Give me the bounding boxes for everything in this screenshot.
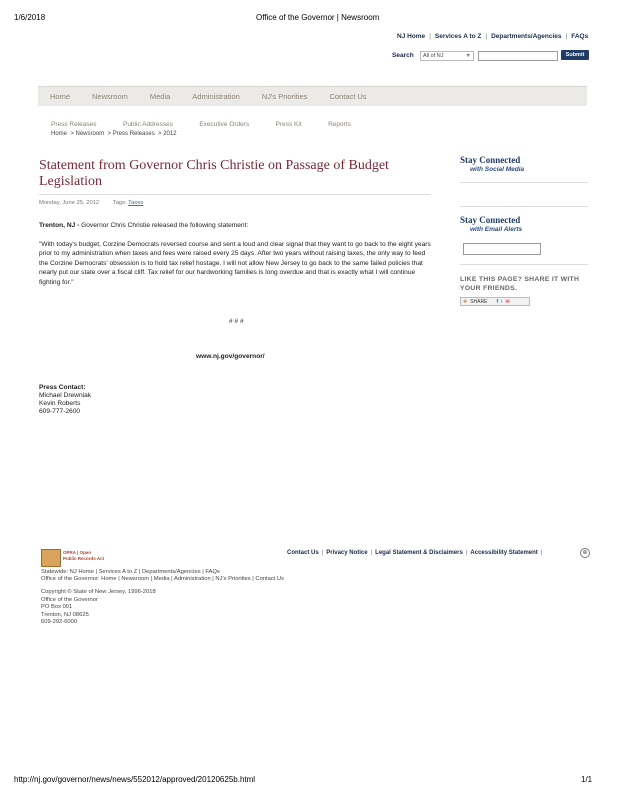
print-page-number: 1/1 <box>581 775 593 784</box>
nav-priorities[interactable]: NJ's Priorities <box>261 92 308 101</box>
search-label: Search <box>392 52 414 59</box>
address-line-3: Trenton, NJ 08625 <box>41 611 89 618</box>
subnav-executive-orders[interactable]: Executive Orders <box>199 121 250 128</box>
article-meta <box>39 200 143 206</box>
submit-button[interactable]: Submit <box>561 50 589 60</box>
email-alerts-link[interactable]: with Email Alerts <box>470 226 523 233</box>
sub-nav <box>51 113 373 131</box>
end-marks: # # # <box>229 318 244 325</box>
contact-phone: 609-777-2600 <box>39 408 81 415</box>
email-input[interactable] <box>463 243 541 255</box>
email-icon: ✉ <box>505 298 510 305</box>
press-contact <box>39 384 91 416</box>
nav-contact[interactable]: Contact Us <box>329 92 367 101</box>
contact-name-2: Kevin Roberts <box>39 400 81 407</box>
address-line-2: PO Box 001 <box>41 604 73 610</box>
intro-text: Governor Chris Christie released the following statement: <box>79 222 249 229</box>
title-divider <box>39 194 431 195</box>
sidebar-divider-1 <box>460 182 588 183</box>
stay-connected-social-title: Stay Connected <box>460 155 521 165</box>
nav-home[interactable]: Home <box>50 92 71 101</box>
footer-legal[interactable]: Legal Statement & Disclaimers <box>375 550 463 556</box>
top-link-nj-home[interactable]: NJ Home <box>397 33 426 40</box>
contact-name-1: Michael Drewniak <box>39 392 92 399</box>
address-phone: 609-292-6000 <box>41 619 78 625</box>
footer-statewide[interactable]: Statewide: NJ Home | Services A to Z | Departments/Agencies | FAQs <box>41 569 220 575</box>
nav-administration[interactable]: Administration <box>192 92 240 101</box>
subnav-public-addresses[interactable]: Public Addresses <box>122 121 173 128</box>
nav-media[interactable]: Media <box>149 92 171 101</box>
main-nav <box>38 86 587 106</box>
opra-badge-icon <box>41 549 61 567</box>
footer-office[interactable]: Office of the Governor: Home | Newsroom | Media | Administration | NJ's Priorities | Contact Us <box>41 576 285 582</box>
social-media-link[interactable]: with Social Media <box>470 166 525 173</box>
stay-connected-email-title: Stay Connected <box>460 215 521 225</box>
search-input[interactable] <box>478 51 558 61</box>
article-date: Monday, June 25, 2012 <box>39 200 100 206</box>
footer-contact-us[interactable]: Contact Us <box>287 550 319 556</box>
top-links: NJ Home | Services A to Z | Departments/Agencies | FAQs <box>397 33 589 40</box>
article-intro <box>39 221 434 230</box>
press-contact-label: Press Contact: <box>39 384 86 391</box>
dateline: Trenton, NJ - <box>39 222 80 229</box>
breadcrumb[interactable]: Home > Newsroom > Press Releases > 2012 <box>51 131 177 137</box>
tag-link[interactable]: Taxes <box>128 200 144 206</box>
sidebar-divider-2 <box>460 206 588 207</box>
subnav-press-releases[interactable]: Press Releases <box>51 121 97 128</box>
page-title: Statement from Governor Chris Christie on Passage of Budget Legislation <box>39 158 389 189</box>
twitter-icon: t <box>501 298 503 305</box>
print-title: Office of the Governor | Newsroom <box>256 13 380 22</box>
subnav-press-kit[interactable]: Press Kit <box>275 121 302 128</box>
article-quote: "With today's budget, Corzine Democrats reversed course and sent a loud and clear signal that they want to go back to the eight years prior to my administration when taxes and fees were raised every 25 days. After two years without raising taxes, the only way to feed the Corzine Democrats' obsession is to hold tax relief hostage. I will not allow New Jersey to go back to the same failed policies that nearly put our state over a fiscal cliff. Tax relief for our hardworking families is long overdue and that is exactly what I will continue fighting for." <box>39 241 431 286</box>
print-date: 1/6/2018 <box>14 13 46 22</box>
top-link-departments[interactable]: Departments/Agencies <box>491 33 562 40</box>
footer-address-block <box>41 589 156 627</box>
opra-line-2: Public Records Act <box>63 555 105 561</box>
facebook-icon: f <box>496 298 499 305</box>
footer-links: Contact Us | Privacy Notice | Legal Statement & Disclaimers | Accessibility Statement | <box>287 550 543 556</box>
print-url: http://nj.gov/governor/news/news/552012/approved/20120625b.html <box>14 775 256 784</box>
footer-accessibility[interactable]: Accessibility Statement <box>470 550 538 556</box>
chevron-down-icon: ▼ <box>465 53 471 59</box>
opra-line-1: OPRA | Open <box>63 550 92 555</box>
tags-label: Tags: <box>112 200 127 206</box>
share-label: SHARE <box>470 298 488 305</box>
translate-globe-icon[interactable]: ⊕ <box>580 548 590 558</box>
nav-newsroom[interactable]: Newsroom <box>92 92 128 101</box>
share-plus-icon: ✚ <box>463 298 468 305</box>
sidebar-divider-3 <box>460 264 588 265</box>
search-scope-select[interactable] <box>420 51 474 61</box>
gov-url[interactable]: www.nj.gov/governor/ <box>196 353 265 360</box>
footer-privacy[interactable]: Privacy Notice <box>326 550 368 556</box>
top-link-faqs[interactable]: FAQs <box>571 33 589 40</box>
copyright: Copyright © State of New Jersey, 1996-2018 <box>41 589 156 595</box>
share-button[interactable] <box>460 297 530 306</box>
address-line-1: Office of the Governor <box>41 596 98 603</box>
share-prompt: LIKE THIS PAGE? SHARE IT WITH YOUR FRIENDS. <box>460 276 580 292</box>
top-link-services[interactable]: Services A to Z <box>434 33 482 40</box>
subnav-reports[interactable]: Reports <box>328 121 351 128</box>
opra-logo[interactable] <box>41 549 105 567</box>
search-scope-value: All of NJ <box>423 53 444 59</box>
